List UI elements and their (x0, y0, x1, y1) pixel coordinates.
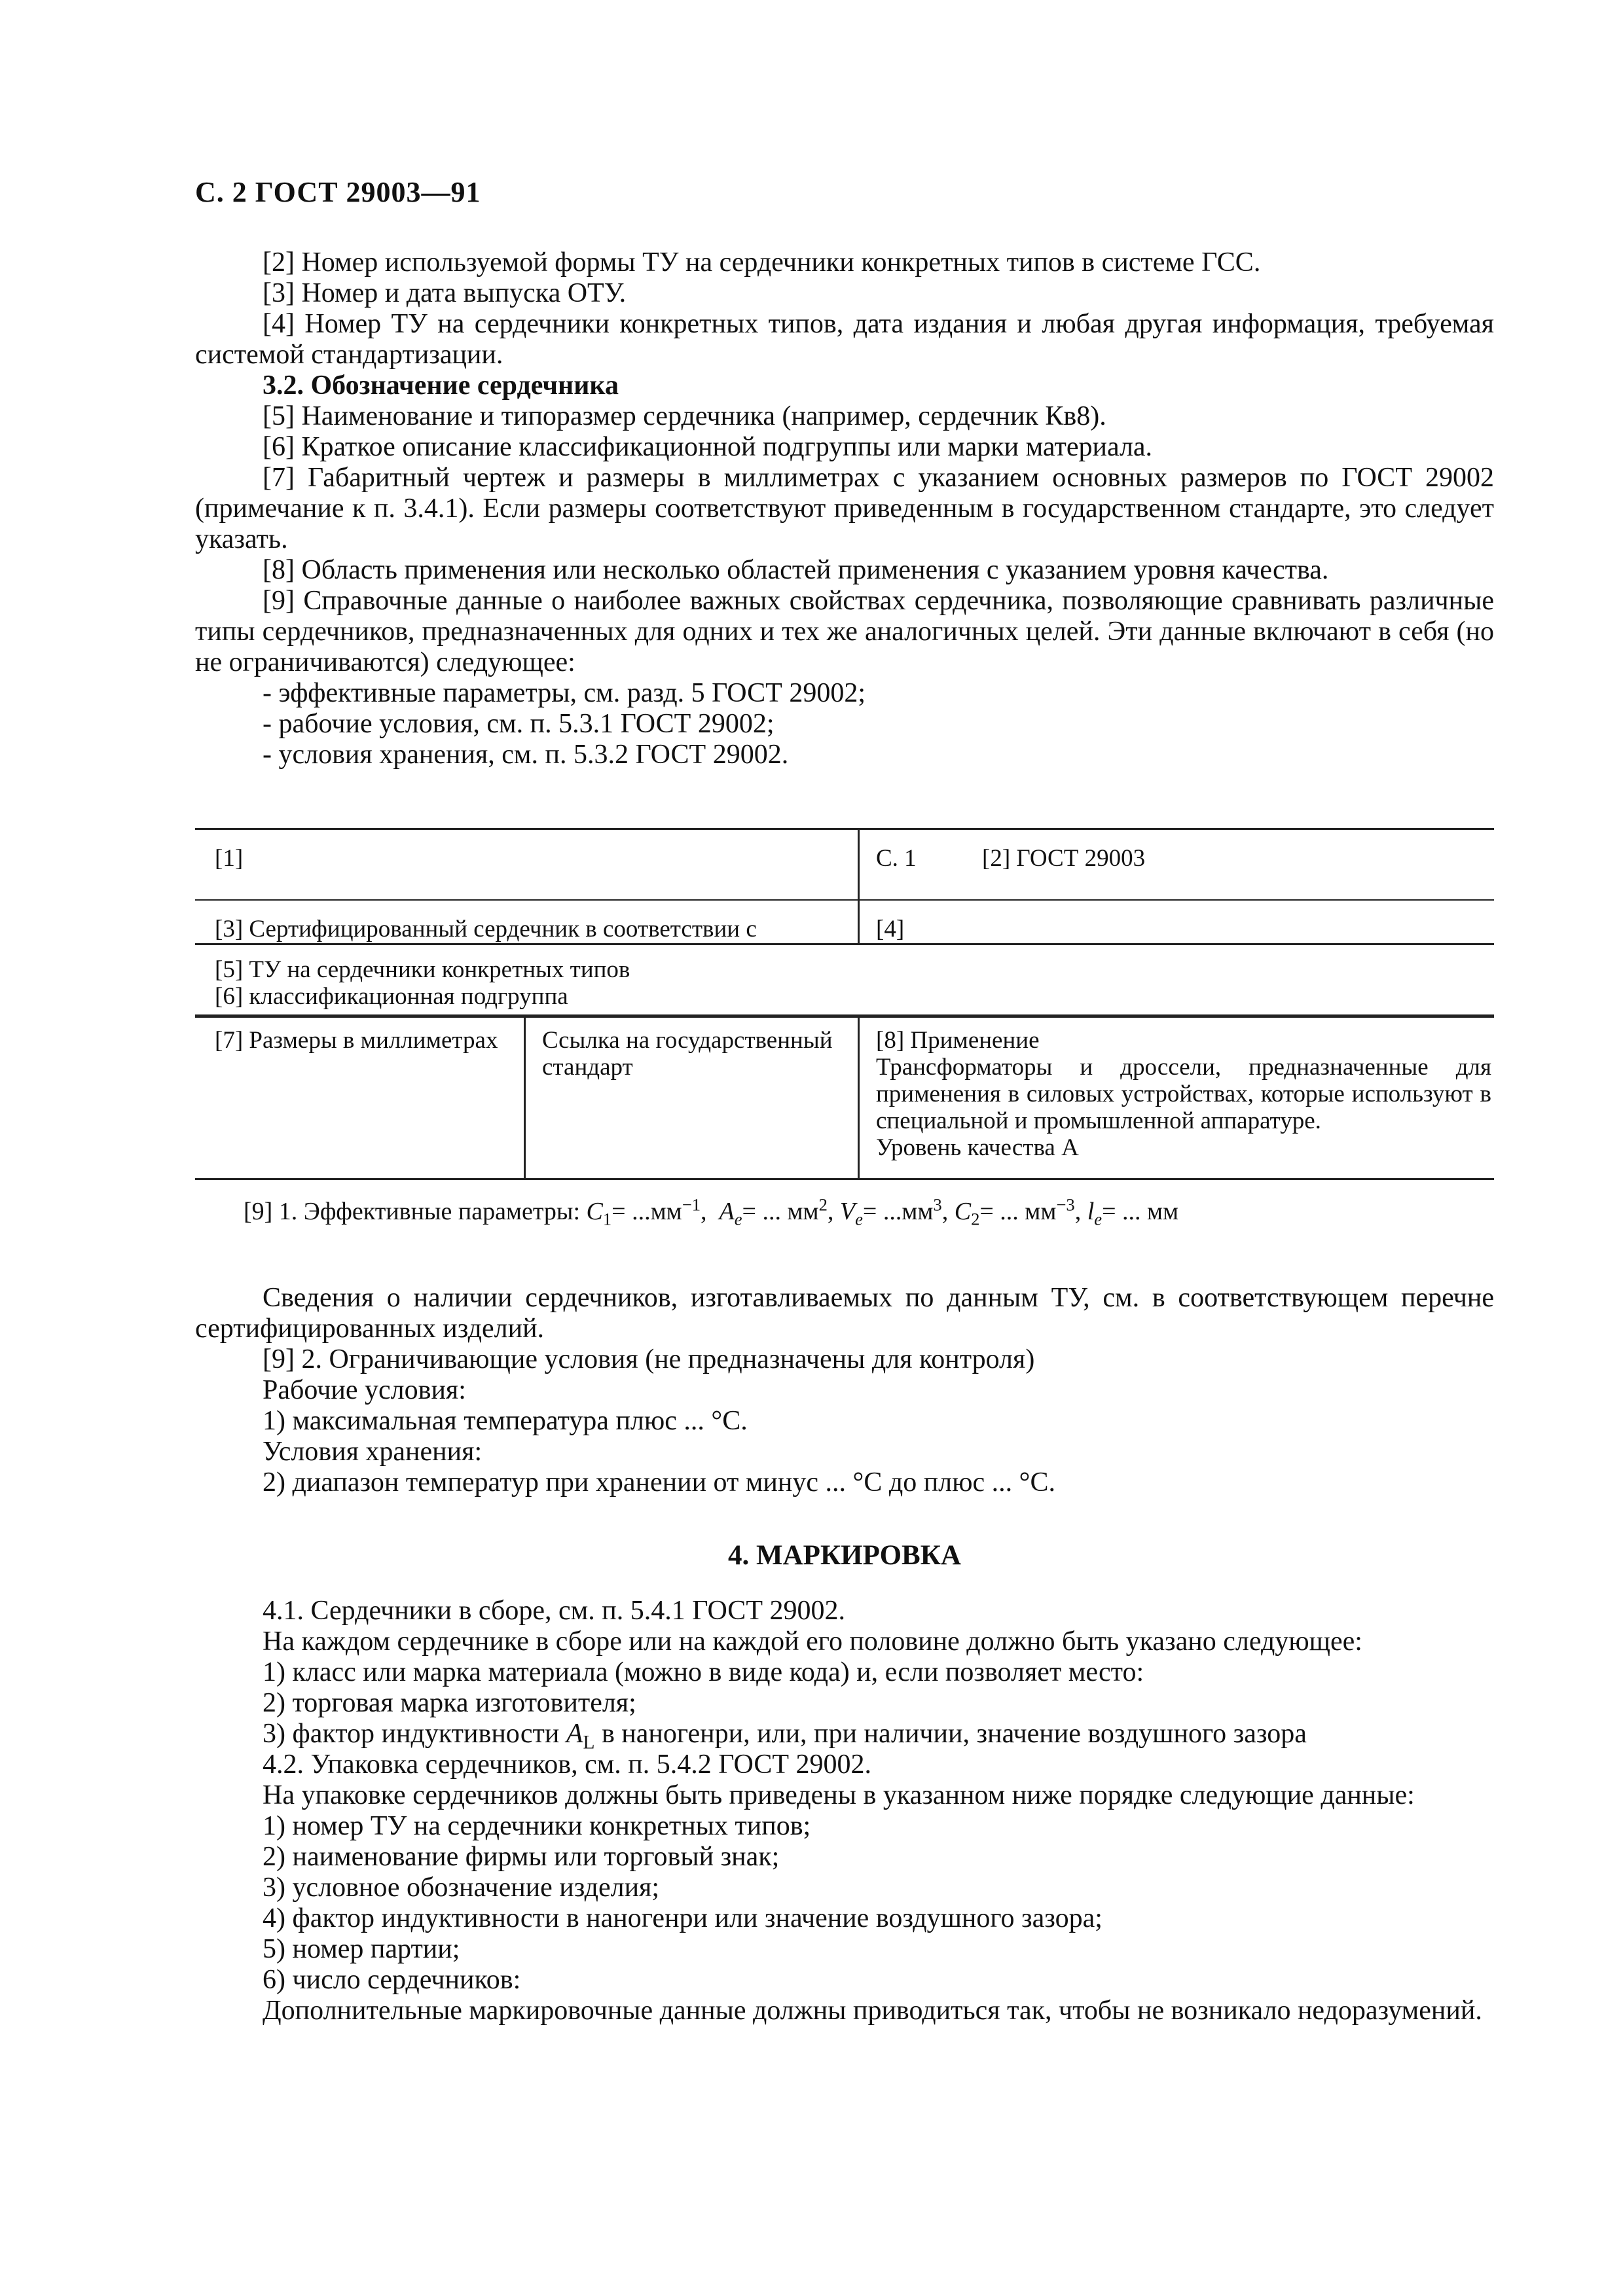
quality-level: Уровень качества А (876, 1134, 1079, 1161)
page-header: С. 2 ГОСТ 29003—91 (195, 176, 481, 208)
form-cell-4: [4] (876, 916, 905, 942)
form-cell-1: [1] (215, 845, 244, 872)
form-cell-ref: Ссылка на государственный стандарт (542, 1027, 833, 1081)
param-c1-symbol: C (586, 1198, 603, 1225)
form-divider-right (858, 1016, 860, 1179)
packaging-item-4: 4) фактор индуктивности в наногенри или значение воздушного зазора; (263, 1903, 1103, 1933)
form-divider-left (524, 1016, 526, 1179)
param-ae-value: = ... мм (742, 1198, 819, 1225)
section-title-marking: 4. МАРКИРОВКА (728, 1540, 961, 1571)
operating-conditions-label: Рабочие условия: (263, 1375, 466, 1405)
document-page (195, 0, 1494, 2296)
marking-item-3-pre: 3) фактор индуктивности (263, 1719, 560, 1749)
availability-section (195, 1283, 1494, 1498)
form-cell-6: [6] классификационная подгруппа (215, 983, 568, 1010)
packaging-item-3: 3) условное обозначение изделия; (263, 1873, 660, 1903)
packaging-item-5: 5) номер партии; (263, 1934, 460, 1964)
param-le-sub: e (1094, 1209, 1103, 1229)
paragraph-5: [5] Наименование и типоразмер сердечника (например, сердечник Кв8). (263, 401, 1106, 431)
param-c1-sub: 1 (602, 1209, 612, 1229)
param-ve-symbol: V (839, 1198, 856, 1225)
param-c2-sup: −3 (1056, 1194, 1075, 1215)
availability-paragraph: Сведения о наличии сердечников, изготавливаемых по данным ТУ, см. в соответствующем перечне сертифицированных изделий. (195, 1283, 1494, 1344)
list-item-storage: - условия хранения, см. п. 5.3.2 ГОСТ 29002. (263, 740, 789, 770)
heading-3-2: 3.2. Обозначение сердечника (263, 370, 619, 401)
param-c2-value: = ... мм (979, 1198, 1057, 1225)
paragraph-6: [6] Краткое описание классификационной подгруппы или марки материала. (263, 432, 1153, 462)
marking-item-2: 2) торговая марка изготовителя; (263, 1688, 636, 1718)
form-rule-4 (195, 1014, 1494, 1018)
paragraph-2: [2] Номер используемой формы ТУ на сердечники конкретных типов в системе ГСС. (263, 247, 1261, 278)
paragraph-9: [9] Справочные данные о наиболее важных свойствах сердечника, позволяющие сравнивать различные типы сердечников, предназначенных для одних и тех же аналогичных целей. Эти данные включают в себя (но не ограничиваются) следующее: (195, 586, 1494, 677)
paragraph-4-2-intro: На упаковке сердечников должны быть приведены в указанном ниже порядке следующие данные: (263, 1780, 1415, 1810)
list-item-operating: - рабочие условия, см. п. 5.3.1 ГОСТ 29002; (263, 709, 775, 739)
effective-parameters: [9] 1. Эффективные параметры: $C_1= ...мм^{-1}$, $A_e=$ ... $мм^2$, $V_e= ...мм^3$, $C_2=$ ... $мм^{-3}$, $l_e=$ ... мм (244, 1194, 1179, 1229)
paragraph-7: [7] Габаритный чертеж и размеры в миллиметрах с указанием основных размеров по ГОСТ 29002 (примечание к п. 3.4.1). Если размеры соответствуют приведенным в государственном стандарте, это следует указать. (195, 463, 1494, 554)
max-temperature: 1) максимальная температура плюс ... °С. (263, 1406, 748, 1436)
application-title: [8] Применение (876, 1027, 1040, 1054)
form-cell-page: С. 1 (876, 845, 917, 872)
packaging-item-1: 1) номер ТУ на сердечники конкретных типов; (263, 1811, 811, 1841)
application-text: Трансформаторы и дроссели, предназначенные для применения в силовых устройствах, которые используют в специальной и промышленной аппаратуре. (876, 1054, 1491, 1134)
packaging-item-2: 2) наименование фирмы или торговый знак; (263, 1842, 780, 1872)
param-le-value: = ... мм (1102, 1198, 1179, 1225)
packaging-item-6: 6) число сердечников: (263, 1965, 521, 1995)
param-ae-sup: 2 (818, 1194, 828, 1215)
form-rule-3 (195, 943, 1494, 945)
marking-item-3 (195, 1719, 1494, 1753)
inductance-symbol: A (566, 1719, 583, 1749)
form-cell-5: [5] ТУ на сердечники конкретных типов (215, 956, 630, 983)
form-top-rule (195, 828, 1494, 830)
storage-conditions-label: Условия хранения: (263, 1437, 483, 1467)
limiting-conditions: [9] 2. Ограничивающие условия (не предназначены для контроля) (263, 1344, 1035, 1374)
param-c1-value: = ...мм (611, 1198, 682, 1225)
form-cell-7: [7] Размеры в миллиметрах (215, 1027, 498, 1054)
paragraph-8: [8] Область применения или несколько областей применения с указанием уровня качества. (263, 555, 1329, 585)
marking-section (195, 1596, 1494, 2026)
designation-section (195, 247, 1494, 770)
additional-marking-paragraph: Дополнительные маркировочные данные должны приводиться так, чтобы не возникало недоразумений. (263, 1996, 1482, 2026)
list-item-effective: - эффективные параметры, см. разд. 5 ГОСТ 29002; (263, 678, 866, 708)
form-cell-2: [2] ГОСТ 29003 (982, 845, 1146, 872)
marking-item-3-post: в наногенри, или, при наличии, значение воздушного зазора (601, 1719, 1307, 1749)
storage-temperature-range: 2) диапазон температур при хранении от минус ... °С до плюс ... °С. (263, 1467, 1055, 1498)
param-le-symbol: l (1087, 1198, 1095, 1225)
paragraph-4-1-intro: На каждом сердечнике в сборе или на каждой его половине должно быть указано следующее: (263, 1626, 1362, 1657)
param-c1-sup: −1 (682, 1194, 701, 1215)
param-ve-value: = ...мм (862, 1198, 934, 1225)
form-rule-2 (195, 899, 1494, 901)
inductance-sub: L (583, 1732, 595, 1753)
parameters-label: [9] 1. Эффективные параметры: (244, 1198, 581, 1225)
param-ae-sub: e (734, 1209, 742, 1229)
param-c2-sub: 2 (971, 1209, 980, 1229)
form-cell-8 (876, 1027, 1491, 1161)
paragraph-4: [4] Номер ТУ на сердечники конкретных типов, дата издания и любая другая информация, требуемая системой стандартизации. (195, 309, 1494, 370)
param-ve-sub: e (855, 1209, 863, 1229)
form-divider (858, 828, 860, 943)
param-ve-sup: 3 (933, 1194, 942, 1215)
marking-item-1: 1) класс или марка материала (можно в виде кода) и, если позволяет место: (263, 1657, 1144, 1687)
param-c2-symbol: C (954, 1198, 972, 1225)
form-bottom-rule (195, 1178, 1494, 1180)
param-ae-symbol: A (719, 1198, 735, 1225)
form-cell-3: [3] Сертифицированный сердечник в соответствии с (215, 916, 757, 942)
paragraph-3: [3] Номер и дата выпуска ОТУ. (263, 278, 627, 308)
paragraph-4-2: 4.2. Упаковка сердечников, см. п. 5.4.2 ГОСТ 29002. (263, 1749, 872, 1780)
paragraph-4-1: 4.1. Сердечники в сборе, см. п. 5.4.1 ГОСТ 29002. (263, 1596, 845, 1626)
